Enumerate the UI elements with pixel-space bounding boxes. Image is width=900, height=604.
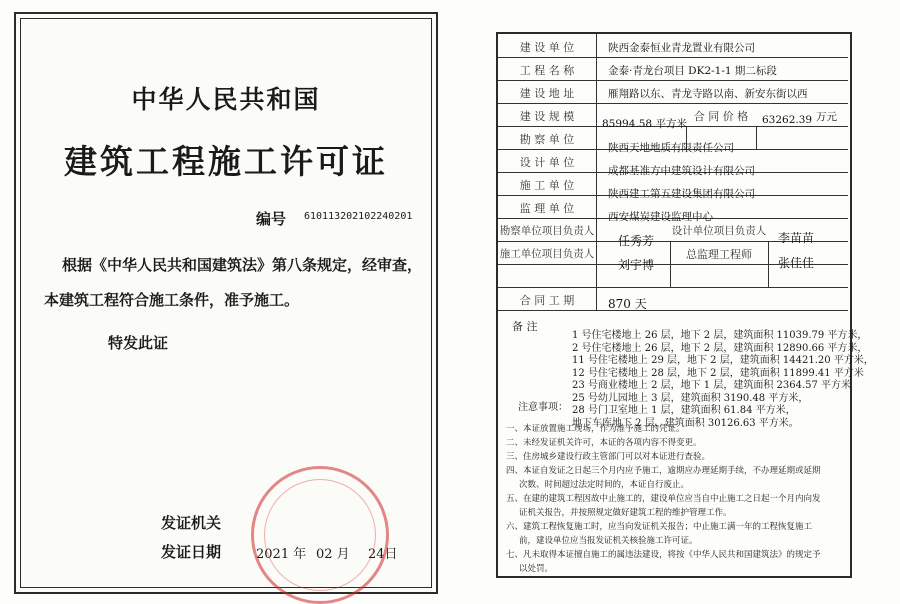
notice-item-continuation: 次数、时间超过法定时间的，本证自行废止。 [519, 480, 690, 490]
list-item: 23 号商业楼地上 2 层，地下 1 层，建筑面积 2364.57 平方米 [572, 380, 852, 391]
certificate-body-line-1: 根据《中华人民共和国建筑法》第八条规定，经审查， [62, 256, 423, 274]
table-rule [756, 126, 757, 149]
notice-item-continuation: 以处罚。 [519, 564, 554, 574]
list-item: 11 号住宅楼地上 29 层，地下 2 层，建筑面积 14421.20 平方米， [572, 355, 874, 366]
permit-number: 610113202102240201 [304, 211, 413, 222]
table-rule [498, 287, 848, 288]
scale-label: 建 设 规 模 [519, 110, 575, 123]
notice-list [506, 422, 844, 576]
certificate-body-line-2: 本建筑工程符合施工条件，准予施工。 [44, 291, 300, 309]
certificate-front-page [14, 12, 438, 594]
list-item: 12 号住宅楼地上 28 层，地下 2 层，建筑面积 11899.41 平方米 [572, 367, 864, 379]
design-manager-value: 李苗苗 [778, 231, 815, 245]
contractor-value: 陕西建工第五建设集团有限公司 [608, 188, 755, 200]
supervisor-value: 西安煤炭建设监理中心 [608, 211, 713, 223]
construction-manager-value: 刘宇博 [618, 258, 655, 272]
notice-item-text: 一、本证放置施工现场，作为准予施工的凭证。 [506, 424, 685, 434]
building-list [572, 330, 874, 430]
notice-item [506, 492, 844, 520]
design-unit-label: 设 计 单 位 [519, 156, 575, 169]
contract-price-unit: 万元 [816, 111, 837, 123]
issue-date-label: 发证日期 [161, 543, 222, 561]
table-rule [498, 80, 848, 81]
list-item: 1 号住宅楼地上 26 层，地下 2 层，建筑面积 11039.79 平方米， [572, 330, 868, 341]
notice-item [506, 464, 844, 492]
notice-item-text: 五、在建的建筑工程因故中止施工的，建设单位应当自中止施工之日起一个月内向发 [506, 494, 821, 504]
project-name-value: 金泰·青龙台项目 DK2-1-1 期二标段 [608, 65, 777, 77]
official-seal-icon [251, 466, 389, 604]
contractor-label: 施 工 单 位 [519, 179, 575, 192]
list-item: 2 号住宅楼地上 26 层，地下 2 层，建筑面积 12890.66 平方米， [572, 342, 868, 354]
notice-item [506, 422, 844, 436]
notice-title: 注意事项： [518, 402, 568, 413]
construction-manager-label: 施工单位项目负责人 [499, 248, 595, 260]
remarks-label: 备 注 [512, 320, 538, 333]
table-rule [498, 310, 848, 311]
notice-item [506, 520, 844, 548]
contract-period-value: 870 天 [608, 297, 647, 311]
scale-value: 85994.58 平方米 [602, 118, 687, 130]
notice-item-text: 二、未经发证机关许可，本证的各项内容不得变更。 [506, 438, 702, 448]
certificate-details-page [496, 32, 874, 578]
design-unit-value: 成都基准方中建筑设计有限公司 [608, 165, 755, 177]
table-rule [498, 57, 848, 58]
certificate-title: 建筑工程施工许可证 [64, 142, 388, 181]
notice-item-text: 四、本证自发证之日起三个月内应予施工，逾期应办理延期手续，不办理延期或延期 [506, 466, 821, 476]
notice-item-text: 六、建筑工程恢复施工时，应当向发证机关报告；中止施工满一年的工程恢复施工 [506, 522, 813, 532]
construction-unit-value: 陕西金泰恒业青龙置业有限公司 [608, 42, 755, 54]
notice-item-continuation: 前，建设单位应当报发证机关核验施工许可证。 [519, 536, 698, 546]
notice-item [506, 436, 844, 450]
permit-number-label: 编号 [256, 210, 287, 228]
project-info-table [498, 34, 848, 310]
issuing-authority-label: 发证机关 [161, 514, 222, 532]
supervisor-label: 监 理 单 位 [519, 202, 575, 215]
notice-item-text: 七、凡未取得本证擅自施工的属违法建设，将按《中华人民共和国建筑法》的规定予 [506, 550, 821, 560]
notice-item [506, 450, 844, 464]
chief-supervisor-value: 张佳佳 [778, 256, 815, 270]
list-item: 28 号门卫室地上 1 层，建筑面积 61.84 平方米， [572, 405, 796, 416]
construction-unit-label: 建 设 单 位 [519, 41, 575, 54]
survey-manager-value: 任秀芳 [618, 234, 655, 248]
table-rule [596, 34, 597, 310]
country-title: 中华人民共和国 [131, 85, 321, 114]
special-issue-text: 特发此证 [108, 334, 169, 352]
contract-period-label: 合 同 工 期 [519, 294, 575, 307]
list-item: 25 号幼儿园地上 3 层，建筑面积 3190.48 平方米， [572, 392, 809, 404]
address-label: 建 设 地 址 [519, 87, 575, 100]
notice-item-text: 三、住房城乡建设行政主管部门可以对本证进行查验。 [506, 452, 711, 462]
project-name-label: 工 程 名 称 [519, 64, 575, 77]
survey-unit-label: 勘 察 单 位 [519, 133, 575, 146]
contract-price-value: 63262.39 [762, 114, 813, 126]
contract-price-label: 合 同 价 格 [693, 110, 749, 123]
issue-day: 24日 [368, 547, 398, 562]
table-rule [498, 103, 848, 104]
notice-item [506, 548, 844, 576]
list-item: 地下车库地下 2 层，建筑面积 30126.63 平方米。 [572, 417, 799, 429]
survey-manager-label: 勘察单位项目负责人 [499, 225, 595, 237]
issue-year: 2021 年 [256, 547, 307, 562]
notice-item-continuation: 证机关报告，并按照规定做好建筑工程的维护管理工作。 [519, 508, 732, 518]
survey-unit-value: 陕西天地地质有限责任公司 [608, 142, 734, 154]
address-value: 雁翔路以东、青龙寺路以南、新安东街以西 [608, 88, 808, 100]
chief-supervisor-label: 总监理工程师 [686, 248, 752, 261]
design-manager-label: 设计单位项目负责人 [671, 225, 767, 237]
table-rule [768, 241, 769, 287]
issue-month: 02 月 [316, 547, 350, 562]
